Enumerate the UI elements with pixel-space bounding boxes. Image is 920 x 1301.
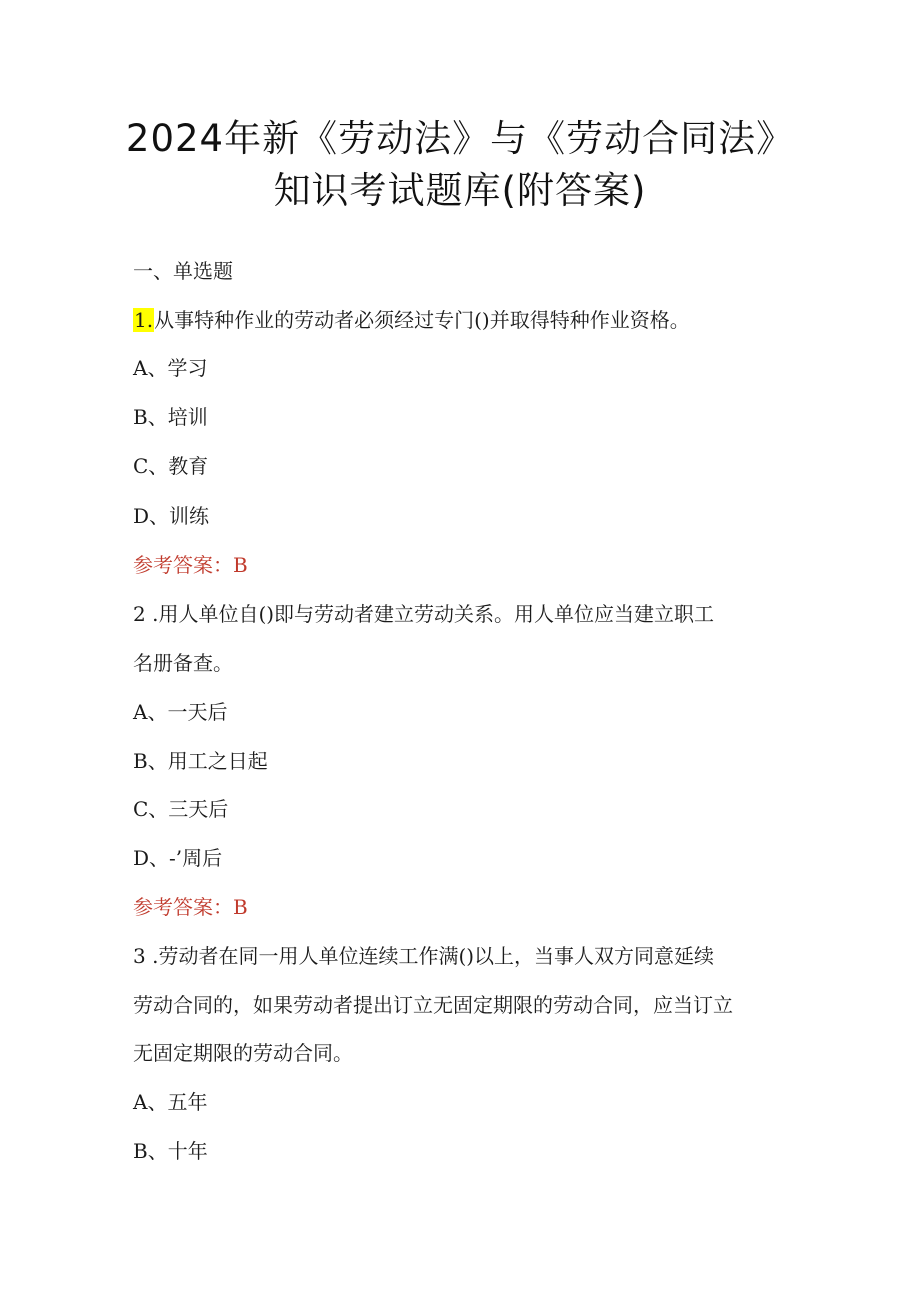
question-2-option-d: D、-’周后 xyxy=(133,846,223,870)
question-2-option-c: C、三天后 xyxy=(133,797,229,821)
question-1-option-b: B、培训 xyxy=(133,405,208,429)
question-3-option-b: B、十年 xyxy=(133,1139,208,1163)
question-1-stem-line1: 从事特种作业的劳动者必须经过专门()并取得特种作业资格。 xyxy=(154,308,690,332)
question-3-stem-line2: 劳动合同的，如果劳动者提出订立无固定期限的劳动合同，应当订立 xyxy=(133,993,733,1017)
question-2-stem xyxy=(133,601,714,627)
question-1-number-highlight: 1. xyxy=(134,308,154,332)
section-heading: 一、单选题 xyxy=(133,259,233,283)
question-3-option-a: A、五年 xyxy=(133,1090,208,1114)
question-3-number: 3 xyxy=(133,944,146,968)
question-1-option-c: C、教育 xyxy=(133,454,209,478)
question-1-answer: 参考答案：B xyxy=(133,553,248,577)
question-2-stem-line2: 名册备查。 xyxy=(133,651,233,675)
question-2-answer: 参考答案：B xyxy=(133,895,248,919)
question-2-stem-line1: .用人单位自()即与劳动者建立劳动关系。用人单位应当建立职工 xyxy=(145,602,715,626)
document-title-line2: 知识考试题库(附答案) xyxy=(273,169,647,212)
question-1-option-d: D、训练 xyxy=(133,504,210,528)
question-2-number: 2 xyxy=(133,602,146,626)
question-3-stem-line1: .劳动者在同一用人单位连续工作满()以上，当事人双方同意延续 xyxy=(145,944,715,968)
question-3-stem-line3: 无固定期限的劳动合同。 xyxy=(133,1041,353,1065)
question-1-stem xyxy=(133,307,690,333)
question-3-stem xyxy=(133,943,714,969)
question-2-option-a: A、一天后 xyxy=(133,700,228,724)
question-2-option-b: B、用工之日起 xyxy=(133,749,268,773)
question-1-option-a: A、学习 xyxy=(133,356,208,380)
document-title-line1: 2024年新《劳动法》与《劳动合同法》 xyxy=(125,117,795,160)
